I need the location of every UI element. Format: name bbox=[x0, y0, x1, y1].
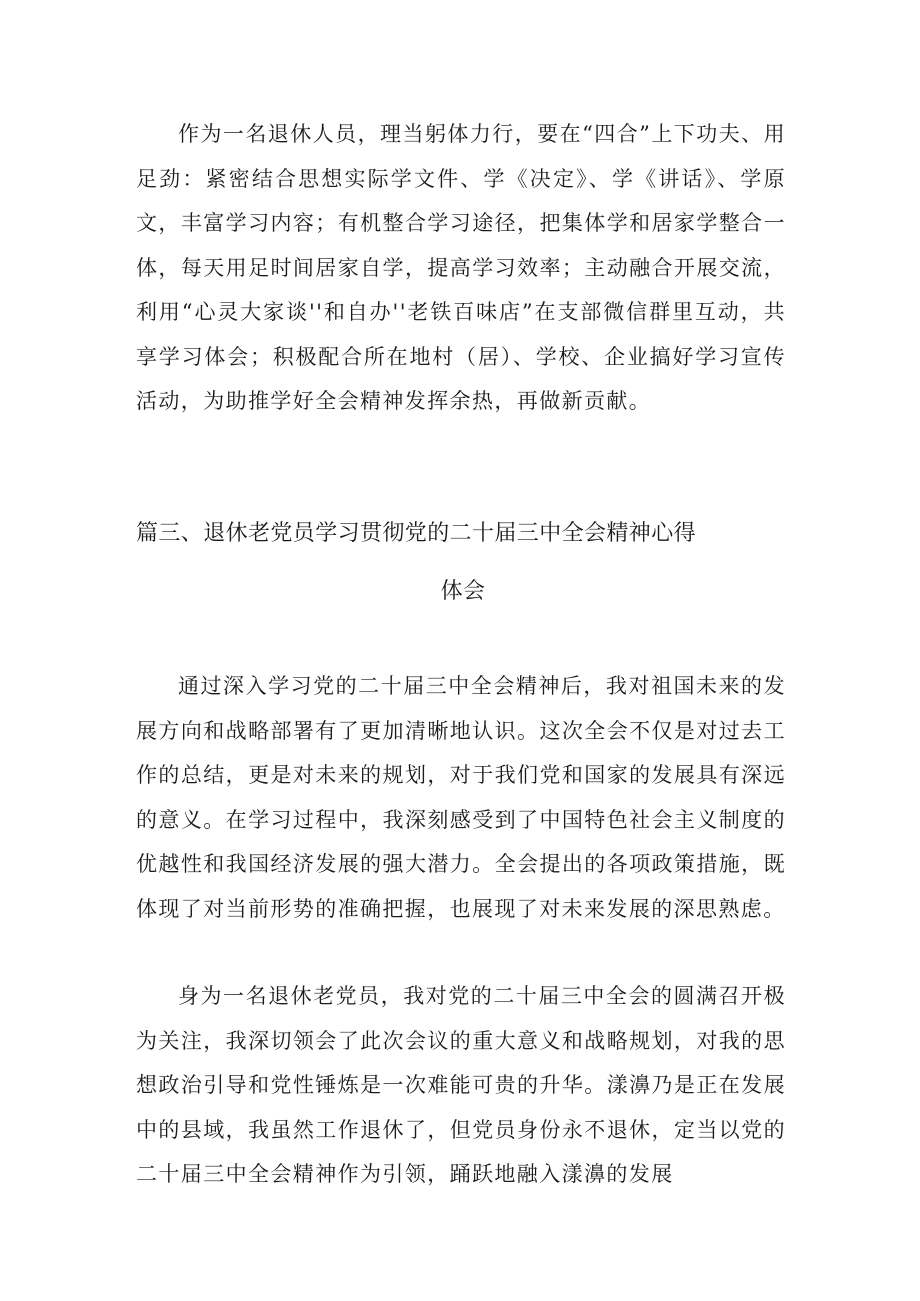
body-paragraph-2: 通过深入学习党的二十届三中全会精神后，我对祖国未来的发展方向和战略部署有了更加清晰地认识。这次全会不仅是对过去工作的总结，更是对未来的规划，对于我们党和国家的发展具有深远的意义。在学习过程中，我深刻感受到了中国特色社会主义制度的优越性和我国经济发展的强大潜力。全会提出的各项政策措施，既体现了对当前形势的准确把握，也展现了对未来发展的深思熟虑。 bbox=[136, 674, 786, 921]
body-paragraph-1: 作为一名退休人员，理当躬体力行，要在“四合”上下功夫、用足劲：紧密结合思想实际学文件、学《决定》、学《讲话》、学原文，丰富学习内容；有机整合学习途径，把集体学和居家学整合一体，每天用足时间居家自学，提高学习效率；主动融合开展交流，利用“心灵大家谈''和自办''老铁百味店”在支部微信群里互动，共享学习体会；积极配合所在地村（居）、学校、企业搞好学习宣传活动，为助推学好全会精神发挥余热，再做新贡献。 bbox=[136, 122, 786, 413]
section-heading-line-1: 篇三、退休老党员学习贯彻党的二十届三中全会精神心得 bbox=[136, 521, 697, 546]
section-heading-line-2: 体会 bbox=[440, 579, 486, 604]
body-paragraph-3: 身为一名退休老党员，我对党的二十届三中全会的圆满召开极为关注，我深切领会了此次会议的重大意义和战略规划，对我的思想政治引导和党性锤炼是一次难能可贵的升华。漾濞乃是正在发展中的县域，我虽然工作退休了，但党员身份永不退休，定当以党的二十届三中全会精神作为引领，踊跃地融入漾濞的发展 bbox=[136, 984, 786, 1186]
